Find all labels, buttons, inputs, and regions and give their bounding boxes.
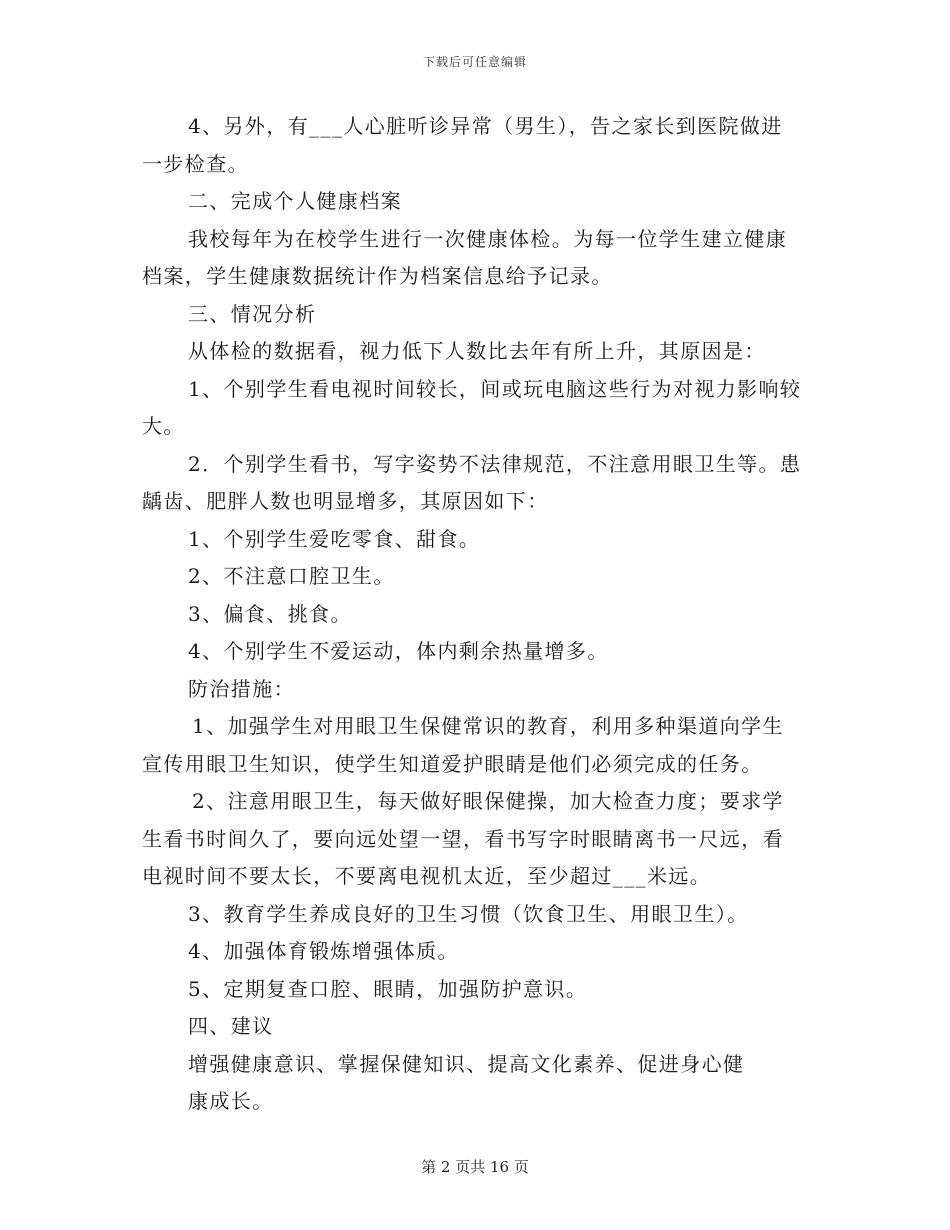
text-line-19: 2、注意用眼卫生，每天做好眼保健操，加大检查力度；要求学 (192, 789, 784, 813)
text-line-26: 增强健康意识、掌握保健知识、提高文化素养、促进身心健 (188, 1051, 745, 1076)
text-line-27: 康成长。 (188, 1089, 274, 1113)
text-line-24: 5、定期复查口腔、眼睛，加强防护意识。 (188, 976, 588, 1001)
text-line-3: 二、完成个人健康档案 (188, 189, 402, 213)
text-line-18: 宣传用眼卫生知识，使学生知道爱护眼睛是他们必须完成的任务。 (142, 751, 763, 776)
document-body (142, 108, 822, 1121)
text-line-11: 龋齿、肥胖人数也明显增多，其原因如下： (142, 489, 549, 513)
text-line-25: 四、建议 (188, 1014, 274, 1038)
text-line-12: 1、个别学生爱吃零食、甜食。 (188, 526, 481, 551)
text-line-6: 三、情况分析 (188, 301, 317, 326)
text-line-13: 2、不注意口腔卫生。 (188, 564, 395, 588)
page-header: 下载后可任意编辑 (422, 55, 527, 69)
text-line-21: 电视时间不要太长，不要离电视机太近，至少超过___米远。 (142, 864, 712, 888)
text-line-8: 1、个别学生看电视时间较长，间或玩电脑这些行为对视力影响较 (188, 376, 802, 401)
text-line-10: 2．个别学生看书，写字姿势不法律规范，不注意用眼卫生等。患 (188, 451, 802, 476)
text-line-5: 档案，学生健康数据统计作为档案信息给予记录。 (142, 264, 613, 288)
text-line-17: 1、加强学生对用眼卫生保健常识的教育，利用多种渠道向学生 (192, 714, 784, 738)
text-line-4: 我校每年为在校学生进行一次健康体检。为每一位学生建立健康 (188, 226, 788, 251)
text-line-23: 4、加强体育锻炼增强体质。 (188, 939, 459, 963)
text-line-14: 3、偏食、挑食。 (188, 601, 352, 626)
text-line-20: 生看书时间久了，要向远处望一望，看书写字时眼睛离书一尺远，看 (142, 826, 784, 851)
text-line-22: 3、教育学生养成良好的卫生习惯（饮食卫生、用眼卫生）。 (188, 901, 749, 926)
text-line-2: 一步检查。 (142, 151, 249, 176)
text-line-1: 4、另外，有___人心脏听诊异常（男生），告之家长到医院做进 (188, 114, 783, 138)
text-line-9: 大。 (142, 414, 185, 438)
text-line-16: 防治措施： (188, 676, 295, 701)
text-line-15: 4、个别学生不爱运动，体内剩余热量增多。 (188, 639, 609, 663)
text-line-7: 从体检的数据看，视力低下人数比去年有所上升，其原因是： (188, 339, 766, 363)
page-number-footer: 第 2 页共 16 页 (421, 1158, 529, 1176)
